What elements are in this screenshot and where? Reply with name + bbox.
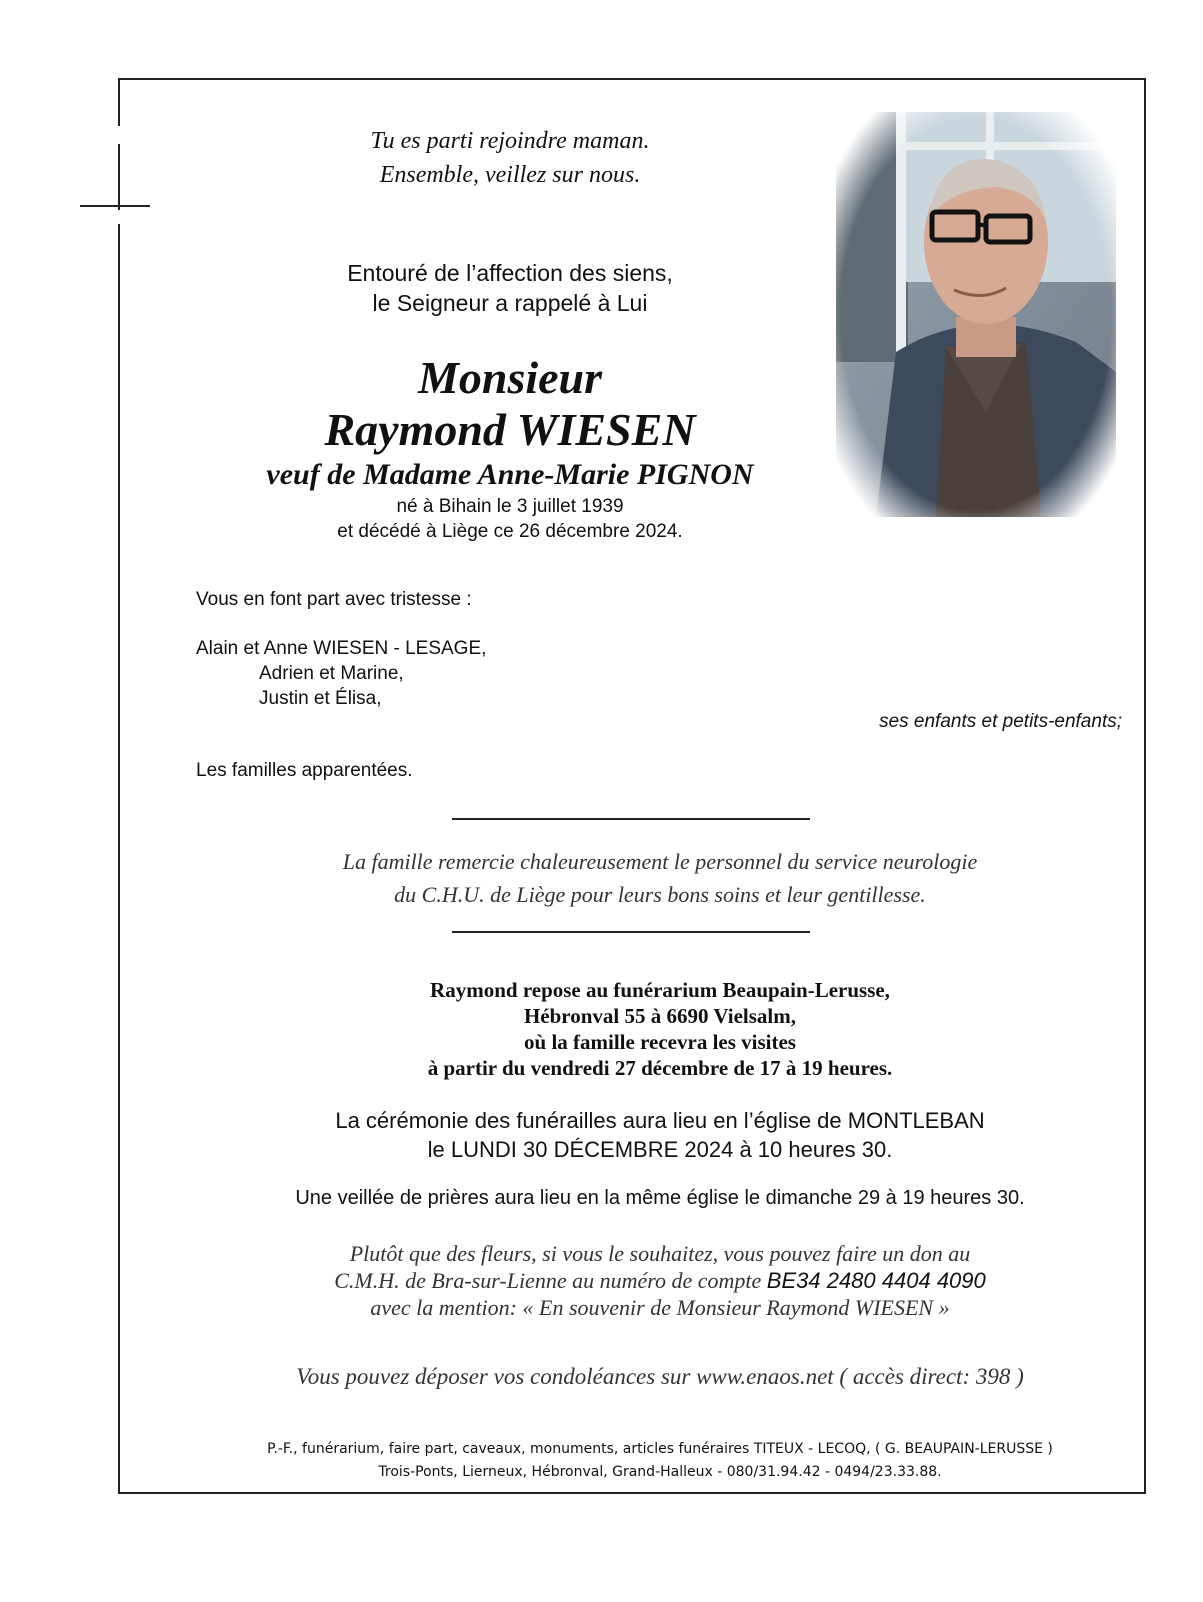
honorific: Monsieur — [417, 352, 603, 403]
donation-text: C.M.H. de Bra-sur-Lienne au numéro de compte — [334, 1268, 762, 1293]
intro-text — [260, 258, 760, 318]
thanks-text — [220, 845, 1100, 911]
family-intro: Vous en font part avec tristesse : — [196, 589, 472, 610]
visits-line: Hébronval 55 à 6690 Vielsalm, — [523, 1004, 797, 1028]
vigil-info: Une veillée de prières aura lieu en la même église le dimanche 29 à 19 heures 30. — [295, 1187, 1025, 1209]
epitaph-line: Tu es parti rejoindre maman. — [370, 128, 650, 154]
footer-line: Trois-Ponts, Lierneux, Hébronval, Grand-Halleux - 080/31.94.42 - 0494/23.33.88. — [378, 1464, 942, 1480]
portrait-photo — [836, 112, 1116, 517]
family-member: Alain et Anne WIESEN - LESAGE, — [196, 638, 487, 659]
intro-line: Entouré de l’affection des siens, — [347, 260, 673, 286]
ceremony-line: La cérémonie des funérailles aura lieu en l’église de MONTLEBAN — [335, 1108, 985, 1133]
relatives-line: Les familles apparentées. — [196, 760, 413, 781]
border-left-segment — [118, 78, 120, 126]
donation-info — [220, 1240, 1100, 1321]
donation-line — [220, 1267, 1100, 1294]
widow-line: veuf de Madame Anne-Marie PIGNON — [266, 458, 754, 491]
visits-line: Raymond repose au funérarium Beaupain-Lerusse, — [430, 978, 890, 1002]
donation-line: Plutôt que des fleurs, si vous le souhaitez, vous pouvez faire un don au — [349, 1241, 971, 1266]
intro-line: le Seigneur a rappelé à Lui — [372, 290, 648, 316]
family-relation: ses enfants et petits-enfants; — [879, 711, 1122, 732]
visits-info — [280, 977, 1040, 1081]
footer-line: P.-F., funérarium, faire part, caveaux, monuments, articles funéraires TITEUX - LECOQ, ( G. BEAUPAIN-LERUSSE ) — [267, 1441, 1053, 1457]
donation-line: avec la mention: « En souvenir de Monsieur Raymond WIESEN » — [370, 1295, 950, 1320]
divider — [452, 931, 810, 933]
death-line: et décédé à Liège ce 26 décembre 2024. — [337, 521, 683, 542]
account-number: BE34 2480 4404 4090 — [766, 1268, 986, 1293]
cross-icon — [80, 205, 150, 207]
condolences-info: Vous pouvez déposer vos condoléances sur www.enaos.net ( accès direct: 398 ) — [296, 1364, 1024, 1389]
thanks-line: du C.H.U. de Liège pour leurs bons soins et leur gentillesse. — [394, 882, 926, 907]
ceremony-line: le LUNDI 30 DÉCEMBRE 2024 à 10 heures 30. — [427, 1137, 893, 1162]
funeral-home-footer — [170, 1438, 1150, 1484]
cross-icon-vertical — [118, 144, 120, 210]
epitaph — [300, 124, 720, 192]
deceased-name: Raymond WIESEN — [324, 404, 696, 455]
family-member: Adrien et Marine, — [259, 663, 404, 684]
life-dates — [250, 494, 770, 544]
epitaph-line: Ensemble, veillez sur nous. — [379, 162, 641, 188]
family-member: Justin et Élisa, — [259, 688, 382, 709]
thanks-line: La famille remercie chaleureusement le personnel du service neurologie — [342, 849, 978, 874]
border-left-segment — [118, 224, 120, 1492]
family-list — [196, 636, 486, 711]
visits-line: à partir du vendredi 27 décembre de 17 à 19 heures. — [427, 1056, 893, 1080]
deceased-name-block — [200, 352, 820, 456]
divider — [452, 818, 810, 820]
ceremony-info — [250, 1106, 1070, 1164]
birth-line: né à Bihain le 3 juillet 1939 — [396, 496, 624, 517]
visits-line: où la famille recevra les visites — [524, 1030, 796, 1054]
